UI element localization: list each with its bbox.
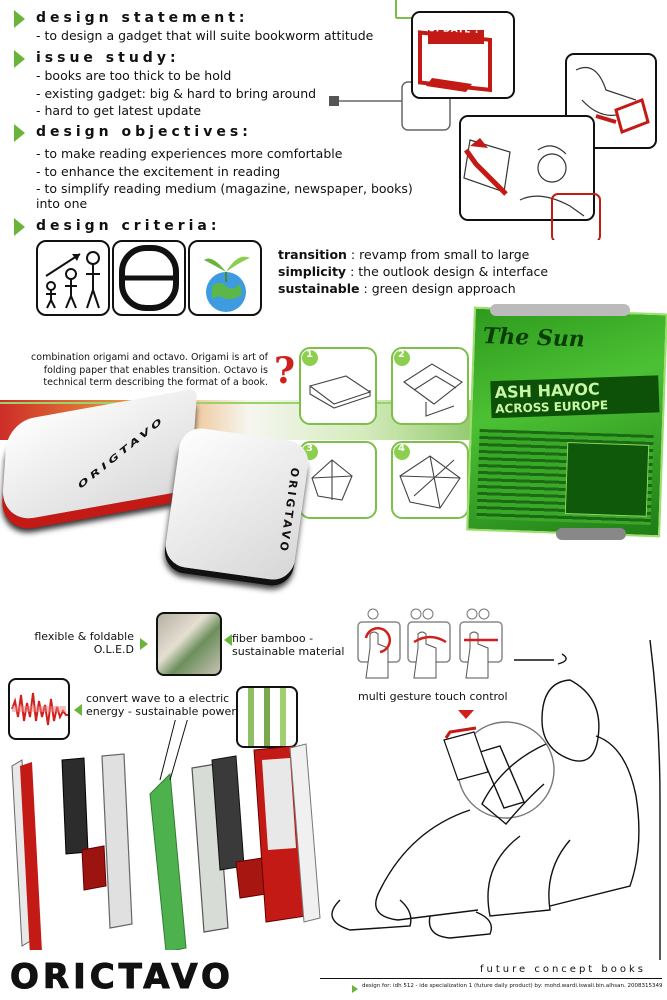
pointer-arrow-icon [140,638,148,650]
update-label: UPDATE ! [427,24,480,36]
objective-line: into one [36,196,88,211]
criteria-item [278,280,548,297]
criteria-item [278,246,548,263]
pointer-arrow-icon [224,634,232,646]
statement-line: - to design a gadget that will suite bookworm attitude [36,28,374,43]
criteria-key: simplicity [278,264,347,279]
footer-rule [320,978,662,979]
scroll-rod [556,528,626,540]
device-standing-render [163,426,311,583]
reader-illustration [300,640,667,960]
issue-line: - existing gadget: big & hard to bring around [36,86,317,101]
newspaper-headline [490,375,659,418]
footer-tagline: future concept books [480,964,646,975]
simplicity-frame-icon [112,240,186,316]
newspaper-screen [466,307,667,538]
footer-arrow-icon [352,985,358,993]
headline-line: ASH HAVOC [494,379,600,403]
objective-line: - to simplify reading medium (magazine, newspaper, books) [36,181,413,196]
statement-title: design statement: [36,10,249,26]
newspaper-masthead: The Sun [482,323,586,353]
criteria-key: sustainable [278,281,360,296]
issue-line: - books are too thick to be hold [36,68,232,83]
brand-logo: ORICTAVO [10,957,234,997]
criteria-item [278,263,548,280]
section-arrow-icon [14,218,25,236]
objective-line: - to enhance the excitement in reading [36,164,281,179]
issue-title: issue study: [36,50,180,66]
wave-label: convert wave to a electric energy - sustainable power [86,692,236,718]
gesture-label: multi gesture touch control [358,690,508,703]
footer-credit: design for: idh 512 - ide specialization 1 (future daily product) by: mohd.wardi.iswali.bin.alhsan. 2008315349 [362,983,663,989]
objectives-title: design objectives: [36,124,252,140]
green-globe-icon [188,240,262,316]
step-number: 3 [306,443,313,454]
criteria-list [278,246,548,297]
section-arrow-icon [14,10,25,28]
device-logo: ORIGTAVO [276,466,302,555]
transition-figures-icon [36,240,110,316]
criteria-text: : the outlook design & interface [346,264,549,279]
criteria-key: transition [278,247,347,262]
criteria-text: : revamp from small to large [346,247,530,262]
oled-label: flexible & foldable O.L.E.D [34,630,134,656]
step-number: 4 [398,443,405,454]
origami-description: combination origami and octavo. Origami is art of folding paper that enables transition. Octavo is technical term describing the format of a book. [31,352,268,388]
issue-sketch-panels [320,0,667,240]
criteria-text: : green design approach [359,281,516,296]
oled-photo [156,612,222,676]
step-number: 1 [306,349,313,360]
device-logo: ORIGTAVO [76,413,166,492]
section-arrow-icon [14,124,25,142]
headline-line: ACROSS EUROPE [495,398,609,417]
scroll-rod [490,304,630,316]
exploded-device-layers [0,720,340,950]
bamboo-label: fiber bamboo - sustainable material [232,632,345,658]
pointer-arrow-icon [74,704,82,716]
step-number: 2 [398,349,405,360]
folding-steps [296,336,476,532]
newspaper-photo [565,442,649,517]
section-arrow-icon [14,50,25,68]
issue-line: - hard to get latest update [36,103,202,118]
objective-line: - to make reading experiences more comfortable [36,146,343,161]
question-mark: ? [274,350,296,392]
criteria-title: design criteria: [36,218,221,234]
